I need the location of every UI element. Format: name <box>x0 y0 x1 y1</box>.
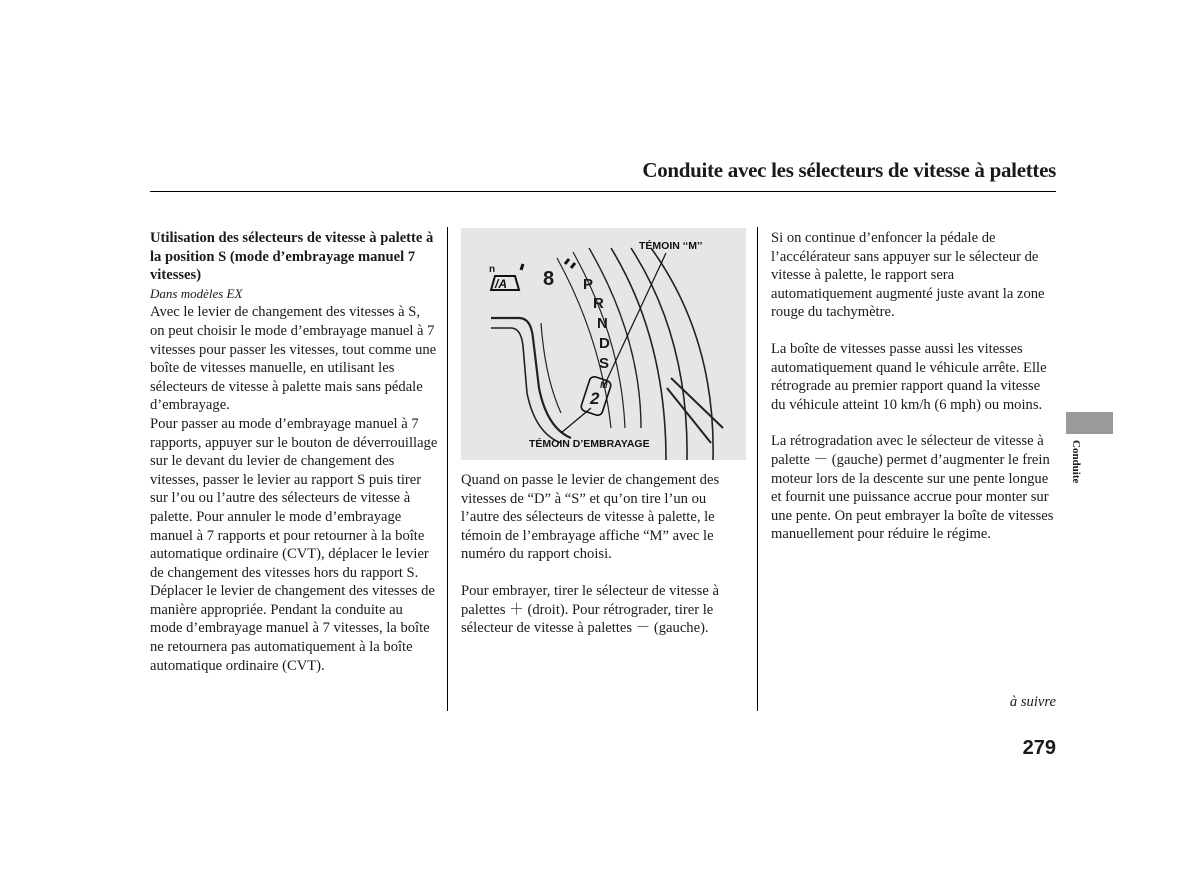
paragraph-procedure: Pour passer au mode d’embrayage manuel à 7 rapports, appuyer sur le bouton de déverrouillage sur le devant du levier de changement des vitesses, passer le levier au rapport S puis tirer sur l’ou ou l’autre des sélecteurs de vitesse à palette. Pour annuler le mode d’embrayage manuel à 7 rapports et pour retourner à la boîte automatique ordinaire (CVT), déplacer le levier de changement des vitesses hors du rapport S. Déplacer le levier de changement des vitesses de manière appropriée. Pendant la conduite au mode d’embrayage manuel à 7 vitesses, la boîte ne retournera pas automatiquement à la boîte automatique ordinaire (CVT). <box>150 415 438 674</box>
column-left <box>150 229 438 675</box>
gauge-small-n: n <box>489 264 496 275</box>
section-heading: Utilisation des sélecteurs de vitesse à palette à la position S (mode d’embrayage manuel 7 vitesses) <box>150 230 434 284</box>
paragraph-intro: Avec le levier de changement des vitesses à S, on peut choisir le mode d’embrayage manuel à 7 vitesses pour passer les vitesses, tout comme une boîte de vitesses manuelle, en utilisant les sélecteurs de vitesse à palette mais sans pédale d’embrayage. <box>150 304 437 414</box>
paragraph-shift: Pour embrayer, tirer le sélecteur de vitesse à palettes ＋ (droit). Pour rétrograder, tirer le sélecteur de vitesse à palettes － (gauche). <box>461 582 719 637</box>
gear-r: R <box>593 295 604 312</box>
continued-note: à suivre <box>1009 694 1056 710</box>
gear-p: P <box>583 276 594 293</box>
page-number: 279 <box>1022 737 1056 759</box>
indicator-gear-number: 2 <box>590 389 600 408</box>
svg-text:/A: /A <box>495 277 507 291</box>
paragraph-downshift: La boîte de vitesses passe aussi les vitesses automatiquement quand le véhicule arrête. Elle rétrograde au premier rapport quand la vitesse du véhicule atteint 10 km/h (6 mph) ou moins. <box>771 340 1047 413</box>
paragraph-engine-brake: La rétrogradation avec le sélecteur de vitesse à palette － (gauche) permet d’augmenter le frein moteur lors de la descente sur une pente longue et fournit une puissance accrue pour monter sur une pente. On peut embrayer la boîte de vitesses manuellement pour réduire le régime. <box>771 433 1054 543</box>
section-tab-label: Conduite <box>1070 440 1082 484</box>
model-note: Dans modèles EX <box>150 285 243 301</box>
gear-s: S <box>599 355 610 372</box>
m-indicator-label: TÉMOIN ‘‘M’’ <box>639 240 703 252</box>
page-title: Conduite avec les sélecteurs de vitesse à palettes <box>642 158 1056 182</box>
gear-n: N <box>597 315 608 332</box>
column-right <box>771 229 1057 544</box>
column-middle <box>461 471 747 638</box>
column-divider-right <box>757 227 758 711</box>
title-rule <box>150 191 1056 192</box>
paragraph-upshift: Si on continue d’enfoncer la pédale de l’accélérateur sans appuyer sur le sélecteur de vitesse à palette, le rapport sera automatiquement augmenté juste avant la zone rouge du tachymètre. <box>771 230 1045 321</box>
paragraph-indicator: Quand on passe le levier de changement des vitesses de “D” à “S” et qu’on tire l’un ou l’autre des sélecteurs de vitesse à palette, le témoin de l’embrayage affiche “M” avec le numéro du rapport choisi. <box>461 472 720 563</box>
gauge-digit: 8 <box>543 268 555 290</box>
clutch-indicator-label: TÉMOIN D’EMBRAYAGE <box>529 438 650 450</box>
column-divider-left <box>447 227 448 711</box>
gear-indicator-figure <box>461 228 746 460</box>
gear-d: D <box>599 335 610 352</box>
section-tab <box>1066 412 1113 434</box>
indicator-m-glyph: M <box>600 380 608 390</box>
